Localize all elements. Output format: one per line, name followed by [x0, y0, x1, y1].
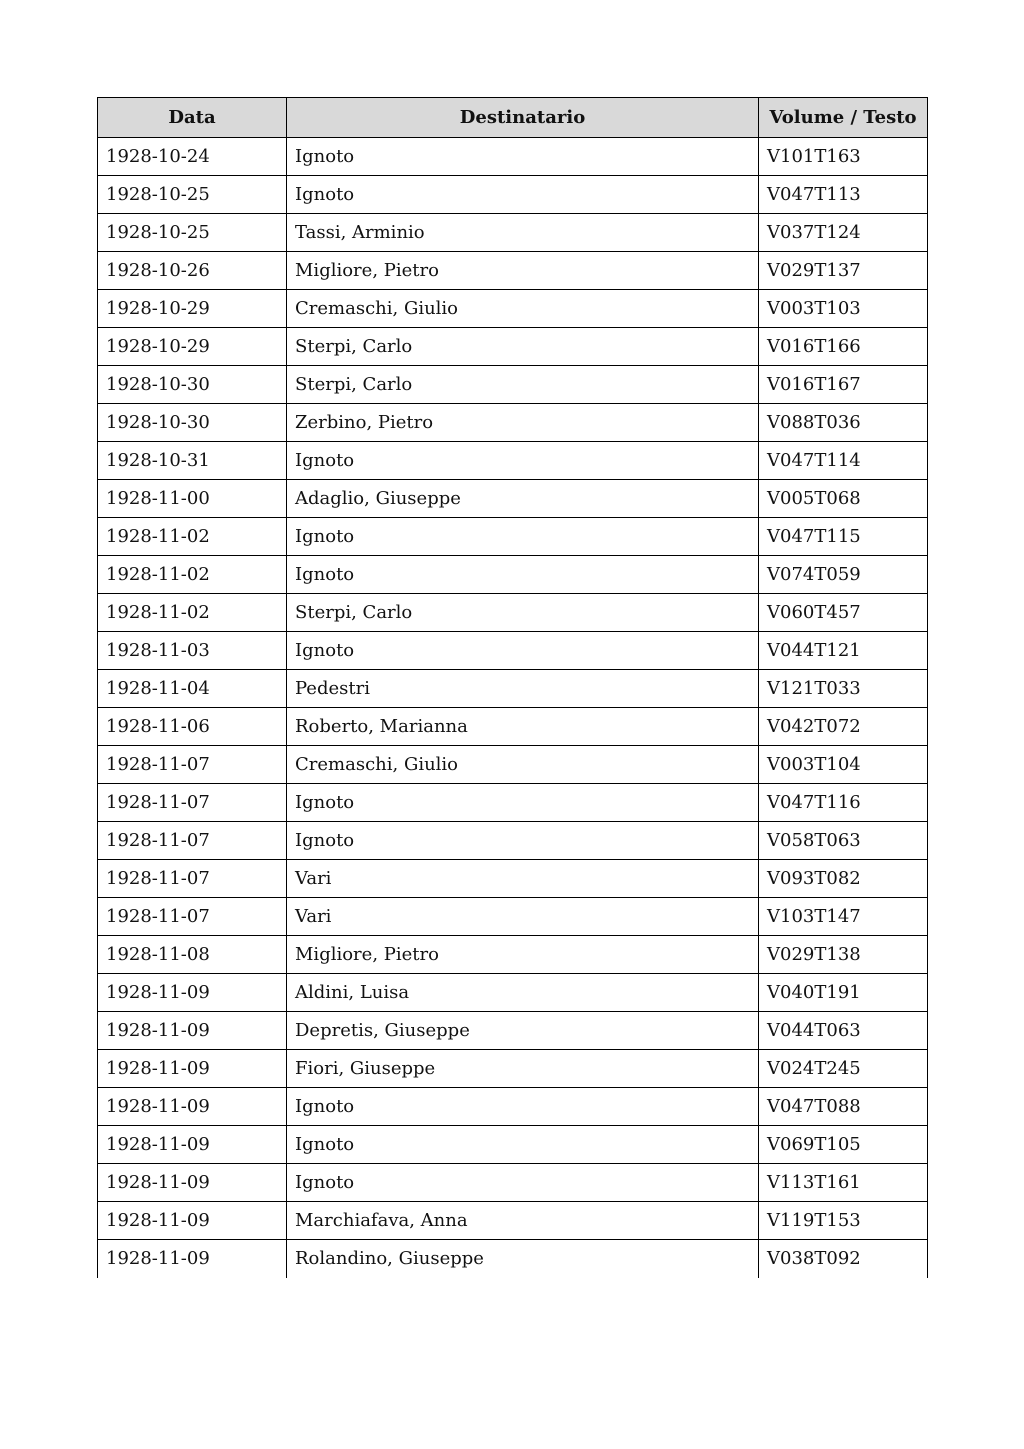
cell-recipient: Ignoto	[287, 518, 759, 556]
table-row	[98, 708, 928, 746]
table-row	[98, 518, 928, 556]
cell-date: 1928-11-03	[98, 632, 287, 670]
cell-volume: V037T124	[759, 214, 928, 252]
cell-volume: V024T245	[759, 1050, 928, 1088]
table-row	[98, 1240, 928, 1278]
table-row	[98, 898, 928, 936]
cell-volume: V038T092	[759, 1240, 928, 1278]
cell-recipient: Pedestri	[287, 670, 759, 708]
cell-recipient: Ignoto	[287, 1088, 759, 1126]
cell-recipient: Ignoto	[287, 822, 759, 860]
cell-date: 1928-10-25	[98, 176, 287, 214]
cell-volume: V040T191	[759, 974, 928, 1012]
cell-volume: V029T137	[759, 252, 928, 290]
cell-volume: V060T457	[759, 594, 928, 632]
cell-date: 1928-10-30	[98, 366, 287, 404]
cell-volume: V088T036	[759, 404, 928, 442]
table-row	[98, 556, 928, 594]
table-row	[98, 176, 928, 214]
cell-date: 1928-11-07	[98, 822, 287, 860]
cell-volume: V042T072	[759, 708, 928, 746]
cell-recipient: Zerbino, Pietro	[287, 404, 759, 442]
cell-recipient: Ignoto	[287, 176, 759, 214]
cell-date: 1928-10-29	[98, 328, 287, 366]
cell-volume: V047T115	[759, 518, 928, 556]
table-row	[98, 138, 928, 176]
table-row	[98, 1202, 928, 1240]
cell-volume: V119T153	[759, 1202, 928, 1240]
table-header	[98, 98, 928, 138]
table-row	[98, 594, 928, 632]
cell-recipient: Sterpi, Carlo	[287, 366, 759, 404]
cell-recipient: Ignoto	[287, 556, 759, 594]
cell-recipient: Rolandino, Giuseppe	[287, 1240, 759, 1278]
cell-recipient: Ignoto	[287, 632, 759, 670]
cell-volume: V047T113	[759, 176, 928, 214]
cell-date: 1928-11-08	[98, 936, 287, 974]
cell-volume: V058T063	[759, 822, 928, 860]
table-row	[98, 366, 928, 404]
cell-recipient: Ignoto	[287, 442, 759, 480]
cell-volume: V121T033	[759, 670, 928, 708]
table-row	[98, 670, 928, 708]
table-row	[98, 404, 928, 442]
cell-volume: V044T121	[759, 632, 928, 670]
cell-volume: V003T103	[759, 290, 928, 328]
table-row	[98, 252, 928, 290]
cell-date: 1928-11-07	[98, 746, 287, 784]
cell-date: 1928-10-29	[98, 290, 287, 328]
cell-recipient: Vari	[287, 860, 759, 898]
cell-volume: V016T167	[759, 366, 928, 404]
cell-recipient: Tassi, Arminio	[287, 214, 759, 252]
table-row	[98, 442, 928, 480]
cell-date: 1928-10-30	[98, 404, 287, 442]
table-row	[98, 974, 928, 1012]
cell-date: 1928-11-04	[98, 670, 287, 708]
cell-date: 1928-11-09	[98, 1164, 287, 1202]
cell-recipient: Cremaschi, Giulio	[287, 290, 759, 328]
cell-date: 1928-11-09	[98, 1088, 287, 1126]
cell-volume: V093T082	[759, 860, 928, 898]
cell-volume: V003T104	[759, 746, 928, 784]
cell-volume: V074T059	[759, 556, 928, 594]
cell-recipient: Aldini, Luisa	[287, 974, 759, 1012]
cell-recipient: Vari	[287, 898, 759, 936]
cell-volume: V005T068	[759, 480, 928, 518]
cell-recipient: Ignoto	[287, 1126, 759, 1164]
cell-date: 1928-11-09	[98, 1012, 287, 1050]
cell-recipient: Adaglio, Giuseppe	[287, 480, 759, 518]
table-row	[98, 1088, 928, 1126]
cell-recipient: Ignoto	[287, 1164, 759, 1202]
cell-recipient: Sterpi, Carlo	[287, 328, 759, 366]
cell-date: 1928-11-00	[98, 480, 287, 518]
cell-volume: V103T147	[759, 898, 928, 936]
table-row	[98, 1050, 928, 1088]
cell-volume: V113T161	[759, 1164, 928, 1202]
cell-volume: V047T116	[759, 784, 928, 822]
cell-date: 1928-11-06	[98, 708, 287, 746]
table-row	[98, 1164, 928, 1202]
cell-date: 1928-10-25	[98, 214, 287, 252]
column-header-recipient: Destinatario	[287, 98, 759, 138]
cell-volume: V044T063	[759, 1012, 928, 1050]
cell-date: 1928-10-24	[98, 138, 287, 176]
letters-table	[97, 97, 928, 1278]
cell-date: 1928-10-26	[98, 252, 287, 290]
cell-date: 1928-10-31	[98, 442, 287, 480]
cell-recipient: Sterpi, Carlo	[287, 594, 759, 632]
table-row	[98, 480, 928, 518]
table-row	[98, 632, 928, 670]
table-row	[98, 746, 928, 784]
cell-recipient: Cremaschi, Giulio	[287, 746, 759, 784]
cell-recipient: Marchiafava, Anna	[287, 1202, 759, 1240]
cell-recipient: Migliore, Pietro	[287, 936, 759, 974]
cell-recipient: Fiori, Giuseppe	[287, 1050, 759, 1088]
cell-date: 1928-11-02	[98, 594, 287, 632]
cell-volume: V047T114	[759, 442, 928, 480]
cell-date: 1928-11-09	[98, 1202, 287, 1240]
cell-date: 1928-11-07	[98, 784, 287, 822]
cell-recipient: Migliore, Pietro	[287, 252, 759, 290]
cell-volume: V047T088	[759, 1088, 928, 1126]
table-row	[98, 936, 928, 974]
cell-volume: V016T166	[759, 328, 928, 366]
cell-date: 1928-11-09	[98, 974, 287, 1012]
cell-date: 1928-11-07	[98, 860, 287, 898]
table-row	[98, 328, 928, 366]
table-body	[98, 138, 928, 1278]
cell-recipient: Ignoto	[287, 784, 759, 822]
cell-volume: V029T138	[759, 936, 928, 974]
cell-date: 1928-11-07	[98, 898, 287, 936]
cell-date: 1928-11-02	[98, 556, 287, 594]
cell-volume: V069T105	[759, 1126, 928, 1164]
table-row	[98, 1012, 928, 1050]
table-row	[98, 784, 928, 822]
table-row	[98, 822, 928, 860]
column-header-volume: Volume / Testo	[759, 98, 928, 138]
cell-date: 1928-11-09	[98, 1126, 287, 1164]
cell-recipient: Ignoto	[287, 138, 759, 176]
table-row	[98, 1126, 928, 1164]
table-row	[98, 860, 928, 898]
cell-date: 1928-11-09	[98, 1240, 287, 1278]
cell-date: 1928-11-09	[98, 1050, 287, 1088]
table-row	[98, 290, 928, 328]
header-row	[98, 98, 928, 138]
column-header-date: Data	[98, 98, 287, 138]
cell-date: 1928-11-02	[98, 518, 287, 556]
cell-recipient: Roberto, Marianna	[287, 708, 759, 746]
cell-volume: V101T163	[759, 138, 928, 176]
cell-recipient: Depretis, Giuseppe	[287, 1012, 759, 1050]
table-row	[98, 214, 928, 252]
